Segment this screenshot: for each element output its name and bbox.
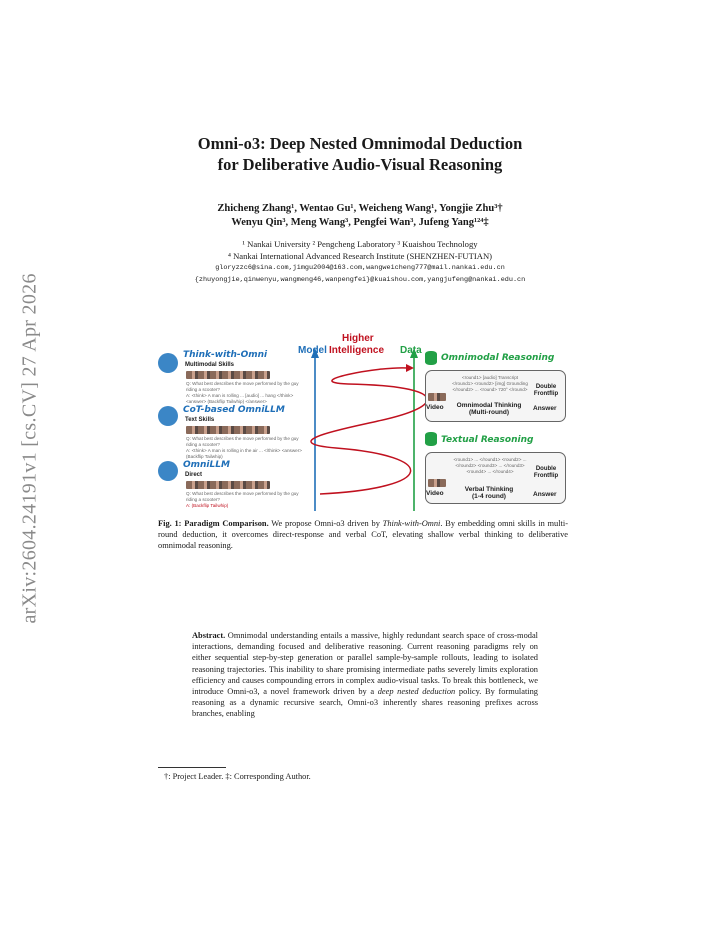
- text-rounds-text: <round1> ... </round1> <round2> ... </round2> <round3> ... </round3> <round4> ... </round4>: [453, 457, 527, 474]
- video-frames: [186, 481, 270, 489]
- model-label: Model: [298, 345, 327, 356]
- think-with-omni-label: Think-with-Omni: [183, 350, 268, 360]
- question-text-1: Q: What best describes the move performed by the guy riding a scooter?: [186, 381, 299, 392]
- database-icon: [425, 432, 437, 446]
- figure-paradigm-comparison: [158, 326, 568, 516]
- caption-think-with-omni: Think-with-Omni: [382, 519, 441, 528]
- omnimodal-reasoning-box: [425, 370, 566, 422]
- verbal-thinking-label: [454, 486, 524, 500]
- email-line-2: {zhuyongjie,qinwenyu,wangmeng46,wanpengfei}@kuaishou.com,yangjufeng@nankai.edu.cn: [194, 276, 526, 284]
- direct-label: Direct: [185, 472, 203, 478]
- answer-text-2: A: <think> A man is rolling in the air ... </think> <answer> (Backflip Tailwhip): [186, 448, 302, 459]
- double-frontflip-2: Double Frontflip: [533, 466, 559, 479]
- higher-label: Higher: [342, 333, 374, 344]
- caption-text-b: . By embedding omni skills in multi-round deduction, it overcomes direct-response and verbal CoT, elevating shallow verbal thinking to deliberative omnimodal reasoning.: [158, 519, 569, 551]
- paper-title: [0, 133, 720, 175]
- answer-label-1: Answer: [533, 405, 557, 412]
- abstract-text-a: Omnimodal understanding entails a massive, highly redundant search space of cross-modal interactions, demanding focused and deliberative reasoning. Current reasoning paradigms rely on either sequential step-by-step generation or parallel sample-by-sample rollouts, leading to isolated reasoning trajectories. This inability to share promising intermediate paths severely limits exploration efficiency and causes compounding errors in complex audio-visual tasks. To break this bottleneck, we introduce Omni-o3, a novel framework driven by a: [192, 631, 538, 697]
- question-text-3: Q: What best describes the move performed by the guy riding a scooter?: [186, 491, 299, 502]
- abstract-label: Abstract.: [192, 631, 226, 640]
- omni-thinking-text: Omnimodal Thinking: [456, 402, 522, 409]
- multimodal-skills-label: Multimodal Skills: [185, 362, 235, 368]
- answer-text-1: A: <think> A man is rolling ... [audio] ... hang </think> <answer> (Backflip Tailwhip) </answer>: [186, 393, 294, 404]
- email-line-1: gloryzzc6@sina.com,jimgu2004@163.com,wangweicheng777@mail.nankai.edu.cn: [215, 264, 505, 272]
- data-label: Data: [400, 345, 422, 356]
- caption-text-a: We propose Omni-o3 driven by: [268, 519, 383, 528]
- intelligence-label: Intelligence: [329, 345, 385, 356]
- intelligence-curve: [311, 368, 427, 494]
- brain-head-icon: [158, 406, 178, 426]
- title-line-2: for Deliberative Audio-Visual Reasoning: [217, 155, 503, 174]
- affiliation-line-2: ⁴ Nankai International Advanced Research Institute (SHENZHEN-FUTIAN): [227, 251, 493, 261]
- video-frames: [186, 426, 270, 434]
- footnote-rule: [158, 767, 226, 768]
- text-skills-label: Text Skills: [185, 417, 215, 423]
- abstract-deep-nested: deep nested deduction: [377, 687, 456, 697]
- footnote: †: Project Leader. ‡: Corresponding Author.: [164, 772, 311, 781]
- video-frames: [186, 371, 270, 379]
- verbal-thinking-text: Verbal Thinking: [464, 486, 514, 493]
- title-line-1: Omni-o3: Deep Nested Omnimodal Deduction: [197, 134, 523, 153]
- abstract: [192, 630, 538, 720]
- database-icon: [425, 351, 437, 365]
- multi-round-text: (Multi-round): [468, 409, 510, 416]
- authors-line-1: Zhicheng Zhang¹, Wentao Gu¹, Weicheng Wang¹, Yongjie Zhu³†: [217, 203, 503, 214]
- video-thumbnail: [428, 479, 446, 487]
- question-text-2: Q: What best describes the move performed by the guy riding a scooter?: [186, 436, 299, 447]
- affiliation-line-1: ¹ Nankai University ² Pengcheng Laboratory ³ Kuaishou Technology: [242, 239, 478, 249]
- double-frontflip-1: Double Frontflip: [533, 384, 559, 397]
- affiliations: [0, 238, 720, 286]
- authors: [0, 202, 720, 230]
- omni-rounds-text: <round1> [audio] Transcript </round1> <round2> [img] Grounding </round2> ... <round> 720° </round>: [452, 375, 528, 392]
- omnimodal-reasoning-label: Omnimodal Reasoning: [441, 353, 555, 363]
- cot-omnillm-label: CoT-based OmniLLM: [183, 405, 285, 415]
- rounds-text: (1-4 round): [472, 493, 506, 500]
- brain-head-icon: [158, 353, 178, 373]
- omnillm-label: OmniLLM: [183, 460, 230, 470]
- textual-reasoning-label: Textual Reasoning: [441, 435, 534, 445]
- answer-text-3: A: (Backflip Tailwhip): [186, 503, 229, 508]
- caption-label: Fig. 1: Paradigm Comparison.: [158, 519, 269, 528]
- authors-line-2: Wenyu Qin³, Meng Wang³, Pengfei Wan³, Jufeng Yang¹²⁴‡: [231, 217, 489, 228]
- video-thumbnail: [428, 393, 446, 401]
- arxiv-identifier: arXiv:2604.24191v1 [cs.CV] 27 Apr 2026: [18, 273, 41, 624]
- video-label: Video: [426, 490, 444, 497]
- abstract-text-b: policy. By formulating reasoning as a dynamic recursive search, Omni-o3 inherently shares reasoning prefixes across branches, enabling: [192, 687, 538, 719]
- omnimodal-thinking-label: [454, 402, 524, 416]
- brain-head-icon: [158, 461, 178, 481]
- textual-reasoning-box: [425, 452, 566, 504]
- answer-label-2: Answer: [533, 491, 557, 498]
- curve-arrow: [406, 364, 414, 372]
- figure-caption: [158, 518, 568, 552]
- video-label: Video: [426, 404, 444, 411]
